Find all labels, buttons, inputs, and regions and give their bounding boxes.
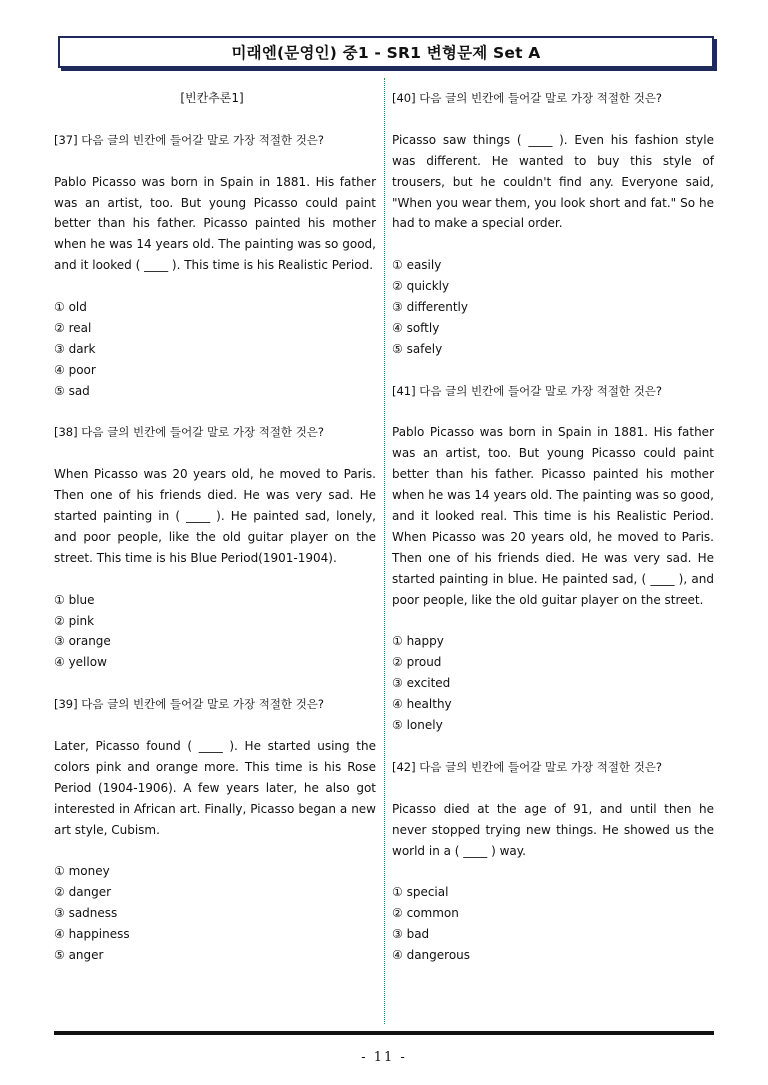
answer-option: ③ differently — [392, 300, 468, 315]
answer-option: ② common — [392, 906, 459, 921]
answer-option: ① money — [54, 864, 110, 879]
question-heading: [37] 다음 글의 빈칸에 들어갈 말로 가장 적절한 것은? — [54, 132, 325, 147]
column-divider — [384, 78, 385, 1024]
document-title: 미래엔(문영인) 중1 - SR1 변형문제 Set A — [231, 44, 541, 62]
answer-option: ① special — [392, 885, 449, 900]
answer-option: ③ excited — [392, 676, 451, 691]
answer-option: ④ dangerous — [392, 948, 471, 963]
question-heading: [38] 다음 글의 빈칸에 들어갈 말로 가장 적절한 것은? — [54, 425, 325, 440]
left-column — [54, 88, 376, 966]
answer-option: ⑤ lonely — [392, 718, 443, 733]
question-37 — [54, 130, 376, 402]
answer-option: ② danger — [54, 885, 112, 900]
section-label: [빈칸추론1] — [180, 91, 244, 105]
answer-option: ④ happiness — [54, 927, 130, 942]
page-number: - 11 - — [361, 1050, 407, 1065]
answer-option: ② pink — [54, 613, 95, 628]
footer-rule — [54, 1031, 714, 1035]
answer-option: ④ softly — [392, 320, 440, 335]
question-39 — [54, 694, 376, 966]
question-passage: Pablo Picasso was born in Spain in 1881. His father was an artist, too. But young Picasso could paint better than his father. Picasso painted his mother when he was 14 years old. The painting was so good, and it looked ( ____ ). This time is his Realistic Period. — [54, 174, 376, 273]
question-heading: [41] 다음 글의 빈칸에 들어갈 말로 가장 적절한 것은? — [392, 383, 663, 398]
question-heading: [40] 다음 글의 빈칸에 들어갈 말로 가장 적절한 것은? — [392, 91, 663, 105]
question-40 — [392, 88, 714, 360]
question-passage: Later, Picasso found ( ____ ). He started using the colors pink and orange more. This time is his Rose Period (1904-1906). A few years later, he also got interested in African art. Finally, Picasso began a new art style, Cubism. — [54, 738, 376, 837]
answer-option: ③ orange — [54, 634, 111, 649]
answer-option: ⑤ anger — [54, 948, 104, 963]
question-41 — [392, 381, 714, 736]
answer-option: ③ bad — [392, 927, 430, 942]
question-passage: Picasso died at the age of 91, and until then he never stopped trying new things. He showed us the world in a ( ____ ) way. — [392, 801, 714, 858]
answer-option: ③ dark — [54, 341, 96, 356]
answer-option: ④ poor — [54, 362, 96, 377]
answer-option: ③ sadness — [54, 906, 118, 921]
answer-option: ④ yellow — [54, 655, 107, 670]
question-heading: [42] 다음 글의 빈칸에 들어갈 말로 가장 적절한 것은? — [392, 759, 663, 774]
question-passage: Pablo Picasso was born in Spain in 1881. His father was an artist, too. But young Picasso could paint better than his father. Picasso painted his mother when he was 14 years old. The painting was so good, and it looked real. This time is his Realistic Period. When Picasso was 20 years old, he moved to Paris. Then one of his friends died. He was very sad. He started painting in blue. He painted sad, ( ____ ), and poor people, like the old guitar player on the street. — [392, 425, 714, 607]
question-passage: Picasso saw things ( ____ ). Even his fashion style was different. He wanted to buy this style of trousers, but he couldn't find any. Everyone said, "When you wear them, you look short and fat." So he had to make a special order. — [392, 132, 714, 231]
answer-option: ① blue — [54, 592, 95, 607]
answer-option: ① happy — [392, 634, 444, 649]
answer-option: ① old — [54, 300, 87, 315]
answer-option: ⑤ sad — [54, 383, 90, 398]
right-column — [392, 88, 714, 966]
document-title-box — [58, 36, 714, 68]
answer-option: ⑤ safely — [392, 341, 443, 356]
answer-option: ② real — [54, 320, 92, 335]
question-heading: [39] 다음 글의 빈칸에 들어갈 말로 가장 적절한 것은? — [54, 697, 325, 712]
question-42 — [392, 757, 714, 966]
answer-option: ④ healthy — [392, 697, 452, 712]
answer-option: ① easily — [392, 258, 442, 273]
answer-option: ② quickly — [392, 279, 450, 294]
answer-option: ② proud — [392, 655, 442, 670]
question-38 — [54, 422, 376, 673]
question-passage: When Picasso was 20 years old, he moved to Paris. Then one of his friends died. He was very sad. He started painting in ( ____ ). He painted sad, lonely, and poor people, like the old guitar player on the street. This time is his Blue Period(1901-1904). — [54, 467, 376, 565]
